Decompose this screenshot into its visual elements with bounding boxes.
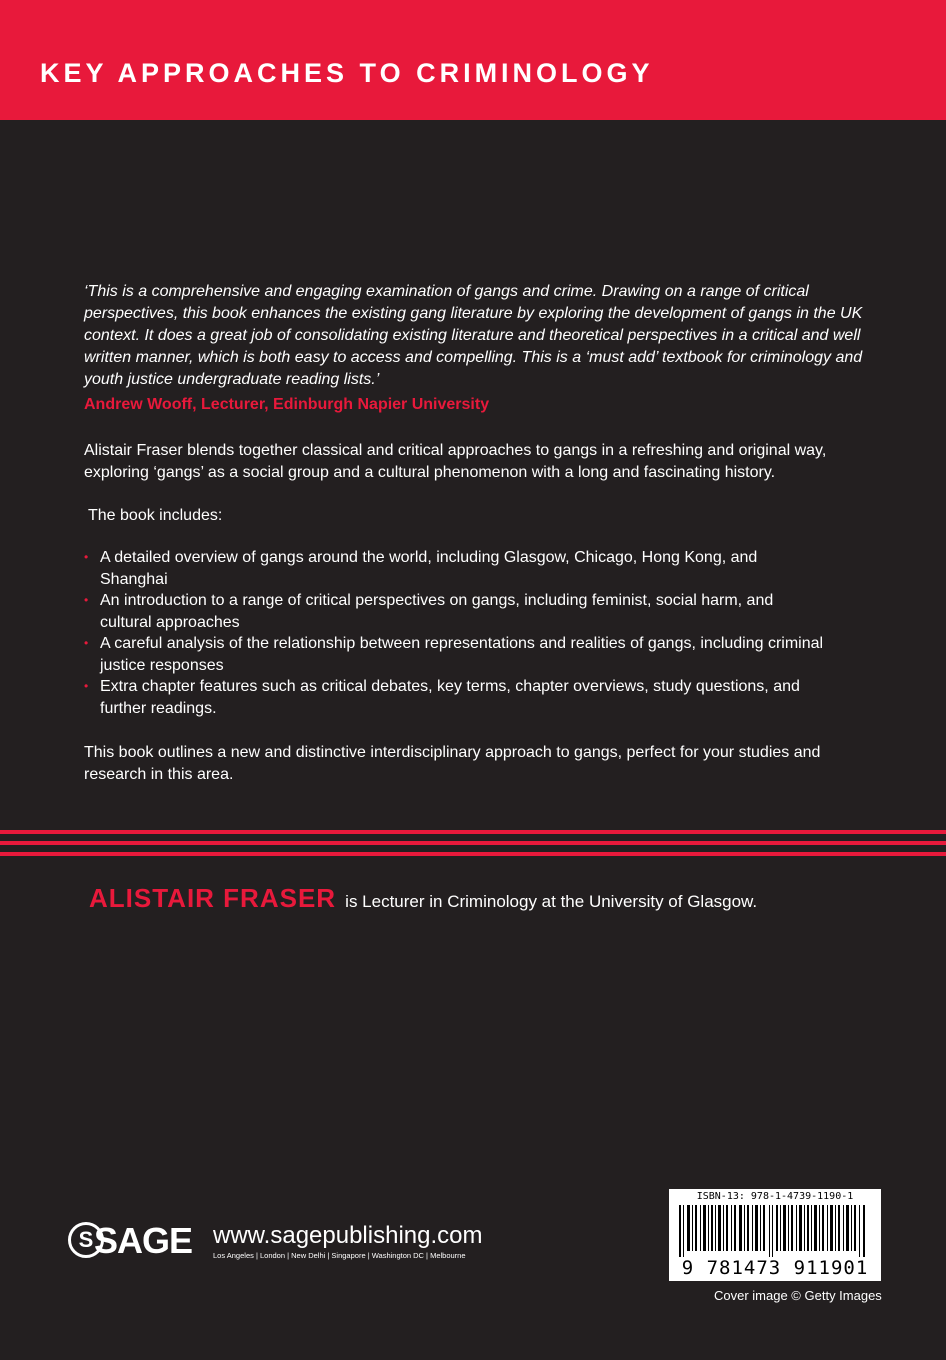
author-name: ALISTAIR FRASER [89, 883, 337, 913]
list-item-text: Extra chapter features such as critical debates, key terms, chapter overviews, study questions, and further readings. [100, 678, 800, 717]
list-item [84, 633, 824, 676]
series-banner [0, 0, 946, 120]
endorsement-quote: ‘This is a comprehensive and engaging examination of gangs and crime. Drawing on a range of critical perspectives, this book enhances the existing gang literature by exploring the development of gangs in the UK context. It does a great job of consolidating existing literature and theoretical perspectives in a critical and well written manner, which is both easy to access and compelling. This is a ‘must add’ textbook for criminology and youth justice undergraduate reading lists.’ [84, 283, 863, 388]
list-item-text: An introduction to a range of critical perspectives on gangs, including feminist, social harm, and cultural approaches [100, 592, 774, 631]
author-bio: is Lecturer in Criminology at the University of Glasgow. [345, 892, 758, 911]
author-bio-line [89, 883, 757, 914]
isbn-barcode [669, 1189, 881, 1281]
features-list [84, 547, 824, 719]
endorsement-attribution: Andrew Wooff, Lecturer, Edinburgh Napier University [84, 396, 490, 413]
sage-logo-icon: S [68, 1222, 104, 1258]
list-item-text: A careful analysis of the relationship between representations and realities of gangs, including criminal justice responses [100, 635, 824, 674]
divider-stripe [0, 841, 946, 845]
publisher-cities: Los Angeles | London | New Delhi | Singapore | Washington DC | Melbourne [213, 1251, 466, 1260]
isbn-label: ISBN-13: 978-1-4739-1190-1 [696, 1191, 854, 1202]
sage-logo-text: SAGE [94, 1220, 193, 1261]
divider-stripe [0, 852, 946, 856]
barcode-icon [679, 1205, 871, 1257]
list-item-text: A detailed overview of gangs around the world, including Glasgow, Chicago, Hong Kong, and Shanghai [100, 549, 758, 588]
bullet-icon: • [84, 636, 89, 650]
divider-stripe [0, 830, 946, 834]
bullet-icon: • [84, 550, 89, 564]
barcode-digits: 9 781473 911901 [681, 1257, 869, 1279]
publisher-url: www.sagepublishing.com [213, 1222, 483, 1249]
closing-paragraph: This book outlines a new and distinctive interdisciplinary approach to gangs, perfect for your studies and research in this area. [84, 744, 821, 783]
cover-credit: Cover image © Getty Images [714, 1288, 882, 1303]
bullet-icon: • [84, 593, 89, 607]
bullet-icon: • [84, 679, 89, 693]
includes-label: The book includes: [88, 507, 223, 524]
list-item [84, 590, 824, 633]
series-title: KEY APPROACHES TO CRIMINOLOGY [40, 58, 654, 88]
list-item [84, 547, 824, 590]
list-item [84, 676, 824, 719]
intro-paragraph: Alistair Fraser blends together classical and critical approaches to gangs in a refreshing and original way, exploring ‘gangs’ as a social group and a cultural phenomenon with a long and fascinating history. [84, 442, 827, 481]
